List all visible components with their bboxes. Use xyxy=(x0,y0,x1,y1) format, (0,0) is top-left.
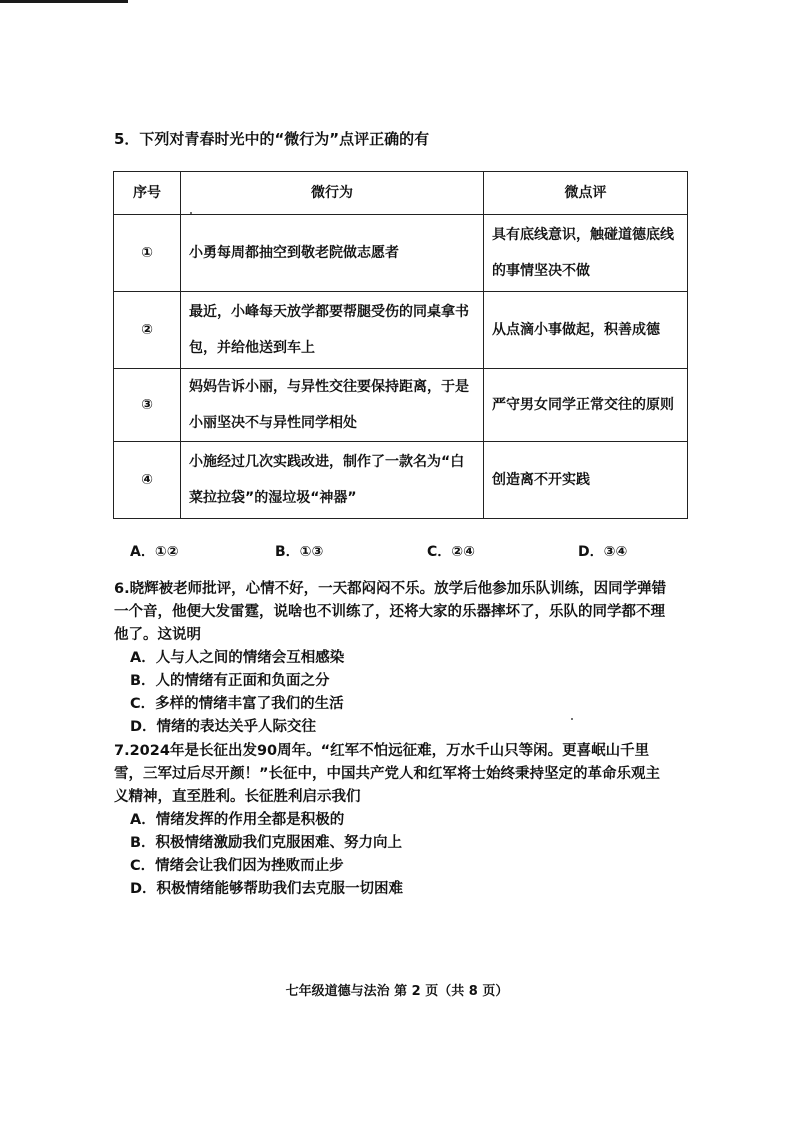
row-comment: 严守男女同学正常交往的原则 xyxy=(484,369,688,442)
option-c[interactable]: C．多样的情绪丰富了我们的生活 xyxy=(130,696,344,712)
option-d[interactable]: D．情绪的表达关乎人际交往 xyxy=(130,719,317,735)
option-b[interactable]: B．积极情绪激励我们克服困难、努力向上 xyxy=(130,835,403,851)
row-action: 小施经过几次实践改进，制作了一款名为“白菜拉拉袋”的湿垃圾“神器” xyxy=(181,442,484,519)
option-c[interactable]: C．情绪会让我们因为挫败而止步 xyxy=(130,858,344,874)
question-6 xyxy=(114,578,674,739)
option-b[interactable]: B．①③ xyxy=(275,544,324,560)
row-number: ④ xyxy=(114,442,181,519)
option-d[interactable]: D．积极情绪能够帮助我们去克服一切困难 xyxy=(130,881,404,897)
option-a[interactable]: A．①② xyxy=(130,544,179,560)
row-comment: 具有底线意识，触碰道德底线的事情坚决不做 xyxy=(484,215,688,292)
row-number: ① xyxy=(114,215,181,292)
table-row xyxy=(114,215,688,292)
scan-speck xyxy=(190,212,192,214)
scan-speck xyxy=(571,718,573,720)
question-5-table xyxy=(113,171,688,519)
row-comment: 从点滴小事做起，积善成德 xyxy=(484,292,688,369)
option-b[interactable]: B．人的情绪有正面和负面之分 xyxy=(130,673,330,689)
option-c[interactable]: C．②④ xyxy=(427,544,475,560)
table-row xyxy=(114,292,688,369)
header-action: 微行为 xyxy=(181,172,484,215)
table-row xyxy=(114,369,688,442)
scan-edge-mark xyxy=(0,0,128,3)
header-comment: 微点评 xyxy=(484,172,688,215)
question-7-stem: 7.2024年是长征出发90周年。“红军不怕远征难，万水千山只等闲。更喜岷山千里雪，三军过后尽开颜！”长征中，中国共产党人和红军将士始终秉持坚定的革命乐观主义精神，直至胜利。长征胜利启示我们 xyxy=(114,743,661,805)
question-7 xyxy=(114,740,674,901)
row-action: 妈妈告诉小丽，与异性交往要保持距离，于是小丽坚决不与异性同学相处 xyxy=(181,369,484,442)
question-5-options xyxy=(130,541,650,563)
table-row xyxy=(114,442,688,519)
question-6-stem: 6.晓辉被老师批评，心情不好，一天都闷闷不乐。放学后他参加乐队训练，因同学弹错一个音，他便大发雷霆，说啥也不训练了，还将大家的乐器摔坏了，乐队的同学都不理他了。这说明 xyxy=(114,581,667,643)
row-comment: 创造离不开实践 xyxy=(484,442,688,519)
table-header-row xyxy=(114,172,688,215)
row-action: 小勇每周都抽空到敬老院做志愿者 xyxy=(181,215,484,292)
page-footer: 七年级道德与法治 第 2 页（共 8 页） xyxy=(285,984,509,999)
row-number: ③ xyxy=(114,369,181,442)
option-d[interactable]: D．③④ xyxy=(578,544,628,560)
header-number: 序号 xyxy=(114,172,181,215)
row-number: ② xyxy=(114,292,181,369)
question-5-title: 5．下列对青春时光中的“微行为”点评正确的有 xyxy=(114,130,430,148)
option-a[interactable]: A．人与人之间的情绪会互相感染 xyxy=(130,650,345,666)
option-a[interactable]: A．情绪发挥的作用全都是积极的 xyxy=(130,812,345,828)
row-action: 最近，小峰每天放学都要帮腿受伤的同桌拿书包，并给他送到车上 xyxy=(181,292,484,369)
